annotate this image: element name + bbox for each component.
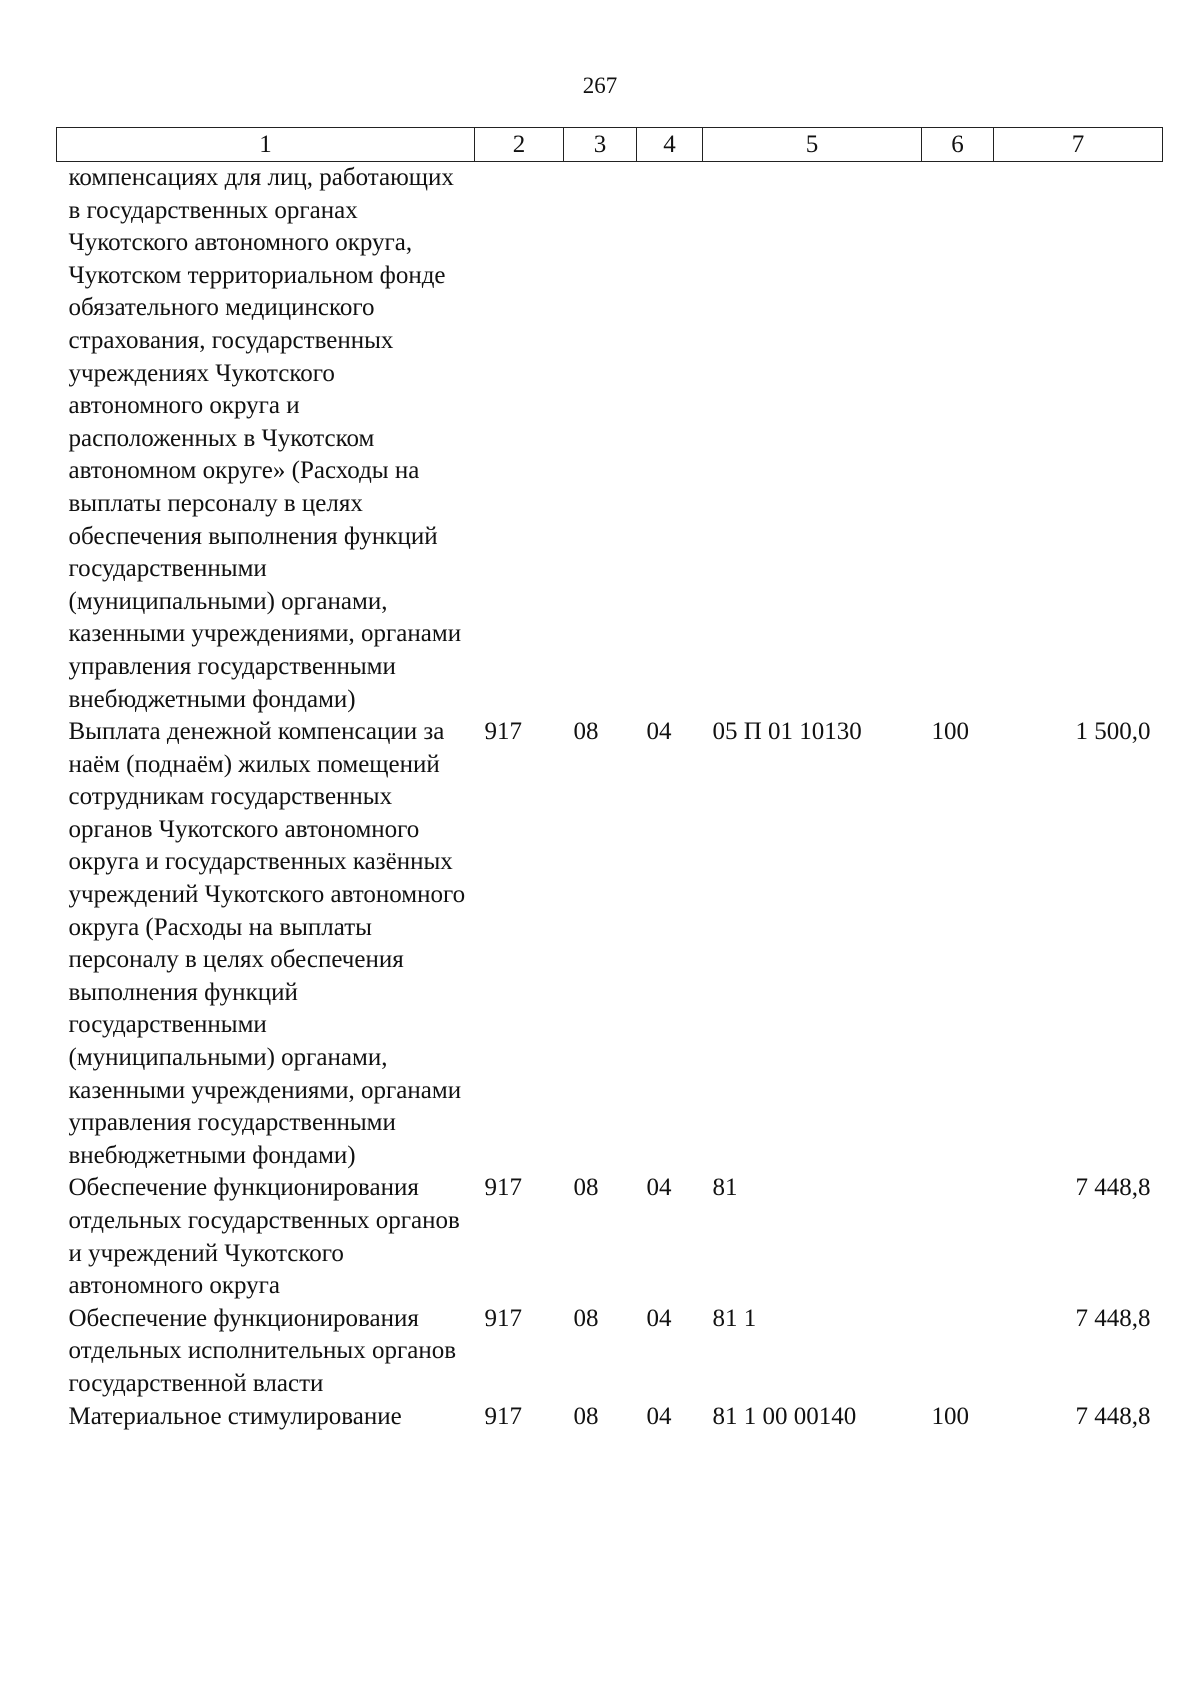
- table-row: [57, 1303, 1163, 1401]
- table-header: [57, 128, 1163, 162]
- header-col-1: 1: [57, 128, 475, 162]
- row-expense-type: [922, 162, 994, 717]
- table-row: [57, 716, 1163, 1172]
- row-ministry-code: 917: [484, 718, 522, 746]
- row-ministry-code: 917: [484, 1304, 522, 1332]
- row-amount: 7 448,8: [1075, 1304, 1151, 1332]
- row-subsection-code: [637, 162, 703, 717]
- row-amount: 7 448,8: [1075, 1174, 1151, 1202]
- row-ministry-code: 917: [484, 1174, 522, 1202]
- header-col-5: 5: [703, 128, 922, 162]
- row-section-code: [564, 162, 637, 717]
- row-section-code: 08: [573, 1174, 599, 1202]
- row-expense-type: 100: [931, 1402, 969, 1430]
- row-ministry-code: [475, 162, 564, 717]
- row-description: Материальное стимулирование: [68, 1402, 402, 1430]
- header-col-7: 7: [994, 128, 1163, 162]
- table-row: [57, 162, 1163, 717]
- page-number: 267: [582, 73, 618, 98]
- row-section-code: 08: [573, 1402, 599, 1430]
- row-section-code: 08: [573, 1304, 599, 1332]
- row-description: компенсациях для лиц, работающих в государственных органах Чукотского автономного округа, Чукотском территориальном фонде обязательного медицинского страхования, государственных учреждениях Чукотского автономного округа и расположенных в Чукотском автономном округе» (Расходы на выплаты персоналу в целях обеспечения выполнения функций государственными (муниципальными) органами, казенными учреждениями, органами управления государственными внебюджетными фондами): [68, 164, 462, 713]
- row-subsection-code: 04: [646, 718, 672, 746]
- row-description: Обеспечение функционирования отдельных исполнительных органов государственной власти: [68, 1304, 456, 1397]
- header-col-2: 2: [475, 128, 564, 162]
- header-col-6: 6: [922, 128, 994, 162]
- row-description: Выплата денежной компенсации за наём (поднаём) жилых помещений сотрудникам государственных органов Чукотского автономного округа и государственных казённых учреждений Чукотского автономного округа (Расходы на выплаты персоналу в целях обеспечения выполнения функций государственными (муниципальными) органами, казенными учреждениями, органами управления государственными внебюджетными фондами): [68, 718, 466, 1169]
- row-section-code: 08: [573, 718, 599, 746]
- header-col-4: 4: [637, 128, 703, 162]
- row-amount: 1 500,0: [1075, 718, 1151, 746]
- row-ministry-code: 917: [484, 1402, 522, 1430]
- row-target-code: 81 1 00 00140: [712, 1402, 857, 1430]
- row-description: Обеспечение функционирования отдельных государственных органов и учреждений Чукотского автономного округа: [68, 1174, 460, 1300]
- row-target-code: 81: [712, 1174, 738, 1202]
- row-expense-type: [922, 1303, 994, 1401]
- header-col-3: 3: [564, 128, 637, 162]
- table-row: [57, 1172, 1163, 1302]
- row-amount: [994, 162, 1163, 717]
- row-subsection-code: 04: [646, 1174, 672, 1202]
- budget-table: [56, 127, 1163, 1433]
- row-expense-type: 100: [931, 718, 969, 746]
- row-subsection-code: 04: [646, 1304, 672, 1332]
- row-target-code: [703, 162, 922, 717]
- row-subsection-code: 04: [646, 1402, 672, 1430]
- table-row: [57, 1401, 1163, 1434]
- header-row: [57, 128, 1163, 162]
- row-expense-type: [922, 1172, 994, 1302]
- table-body: [57, 162, 1163, 1434]
- row-target-code: 05 П 01 10130: [712, 718, 862, 746]
- row-target-code: 81 1: [712, 1304, 757, 1332]
- row-amount: 7 448,8: [1075, 1402, 1151, 1430]
